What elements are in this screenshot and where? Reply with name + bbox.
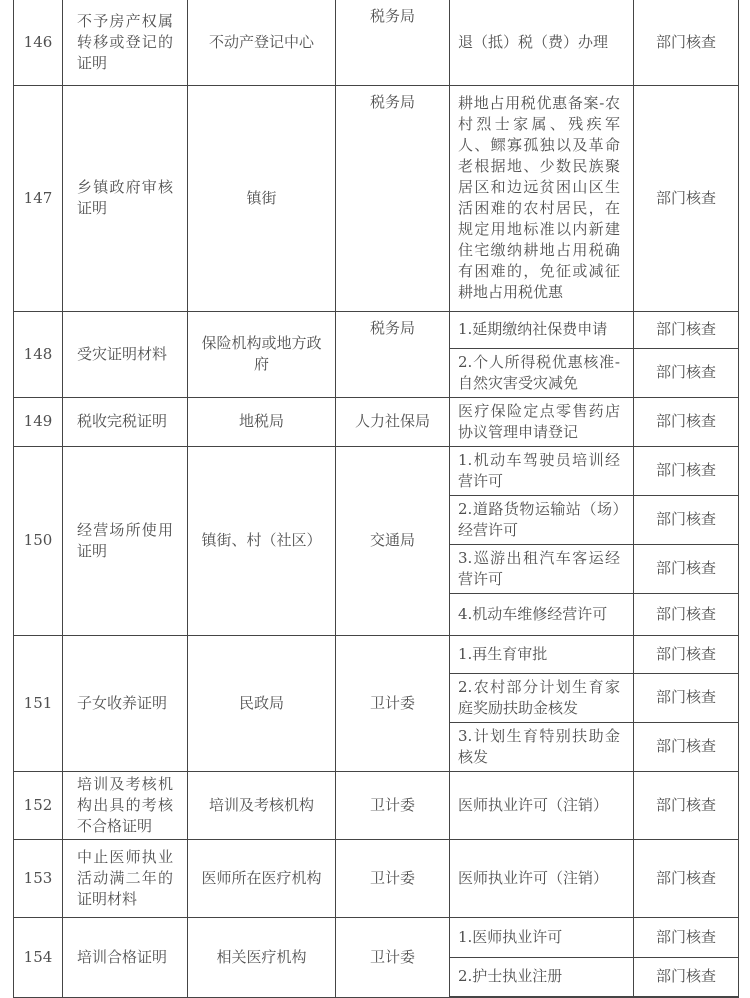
cell-check-method: 部门核查 [634,0,739,85]
cell-related-matter: 2.道路货物运输站（场）经营许可 [450,495,634,544]
cell-department: 卫计委 [336,771,450,839]
cell-certificate-name: 不予房产权属转移或登记的证明 [63,0,188,85]
cell-related-matter: 2.护士执业注册 [450,957,634,997]
cell-check-method: 部门核查 [634,917,739,957]
cell-check-method: 部门核查 [634,771,739,839]
cell-related-matter: 耕地占用税优惠备案-农村烈士家属、残疾军人、鳏寡孤独以及革命老根据地、少数民族聚居区和边远贫困山区生活困难的农村居民，在规定用地标准以内新建住宅缴纳耕地占用税确有困难的，免征或减征耕地占用税优惠 [450,85,634,311]
cell-issuing-authority: 相关医疗机构 [188,917,336,997]
cell-issuing-authority: 保险机构或地方政府 [188,311,336,397]
cell-issuing-authority: 医师所在医疗机构 [188,839,336,917]
cell-check-method: 部门核查 [634,673,739,722]
cell-certificate-name: 培训及考核机构出具的考核不合格证明 [63,771,188,839]
cell-issuing-authority: 地税局 [188,397,336,446]
cell-certificate-name: 培训合格证明 [63,917,188,997]
cell-certificate-name: 受灾证明材料 [63,311,188,397]
cell-check-method: 部门核查 [634,495,739,544]
cell-check-method: 部门核查 [634,85,739,311]
table-row [14,635,739,673]
cell-department: 卫计委 [336,635,450,771]
cell-certificate-name: 子女收养证明 [63,635,188,771]
cell-related-matter: 医疗保险定点零售药店协议管理申请登记 [450,397,634,446]
cell-row-number: 148 [14,311,63,397]
cell-issuing-authority: 镇街、村（社区） [188,446,336,635]
cell-related-matter: 医师执业许可（注销） [450,839,634,917]
cell-row-number: 153 [14,839,63,917]
cell-related-matter: 1.医师执业许可 [450,917,634,957]
cell-related-matter: 1.再生育审批 [450,635,634,673]
cell-department: 交通局 [336,446,450,635]
cell-row-number: 151 [14,635,63,771]
cell-issuing-authority: 培训及考核机构 [188,771,336,839]
cell-department: 税务局 [336,0,450,85]
cell-row-number: 146 [14,0,63,85]
cell-row-number: 149 [14,397,63,446]
certificates-table [13,0,739,998]
cell-check-method: 部门核查 [634,635,739,673]
cell-certificate-name: 乡镇政府审核证明 [63,85,188,311]
cell-issuing-authority: 民政局 [188,635,336,771]
cell-row-number: 154 [14,917,63,997]
cell-department: 税务局 [336,311,450,397]
table-row [14,771,739,839]
table-row [14,311,739,348]
cell-department: 卫计委 [336,839,450,917]
cell-related-matter: 1.机动车驾驶员培训经营许可 [450,446,634,495]
cell-department: 税务局 [336,85,450,311]
cell-certificate-name: 经营场所使用证明 [63,446,188,635]
cell-related-matter: 4.机动车维修经营许可 [450,593,634,635]
table-row [14,446,739,495]
table-row [14,839,739,917]
cell-related-matter: 医师执业许可（注销） [450,771,634,839]
table-row [14,0,739,85]
cell-related-matter: 3.巡游出租汽车客运经营许可 [450,544,634,593]
cell-check-method: 部门核查 [634,957,739,997]
cell-check-method: 部门核查 [634,397,739,446]
cell-related-matter: 退（抵）税（费）办理 [450,0,634,85]
table-row [14,917,739,957]
cell-related-matter: 2.农村部分计划生育家庭奖励扶助金核发 [450,673,634,722]
cell-department: 卫计委 [336,917,450,997]
table-row [14,85,739,311]
cell-issuing-authority: 不动产登记中心 [188,0,336,85]
cell-check-method: 部门核查 [634,311,739,348]
cell-row-number: 152 [14,771,63,839]
cell-issuing-authority: 镇街 [188,85,336,311]
cell-certificate-name: 税收完税证明 [63,397,188,446]
cell-check-method: 部门核查 [634,544,739,593]
cell-check-method: 部门核查 [634,348,739,397]
cell-related-matter: 1.延期缴纳社保费申请 [450,311,634,348]
cell-certificate-name: 中止医师执业活动满二年的证明材料 [63,839,188,917]
cell-row-number: 147 [14,85,63,311]
table-row [14,397,739,446]
cell-related-matter: 2.个人所得税优惠核准-自然灾害受灾减免 [450,348,634,397]
cell-check-method: 部门核查 [634,593,739,635]
cell-check-method: 部门核查 [634,446,739,495]
cell-related-matter: 3.计划生育特别扶助金核发 [450,722,634,771]
cell-row-number: 150 [14,446,63,635]
cell-department: 人力社保局 [336,397,450,446]
certificates-table-body [14,0,739,997]
cell-check-method: 部门核查 [634,722,739,771]
cell-check-method: 部门核查 [634,839,739,917]
